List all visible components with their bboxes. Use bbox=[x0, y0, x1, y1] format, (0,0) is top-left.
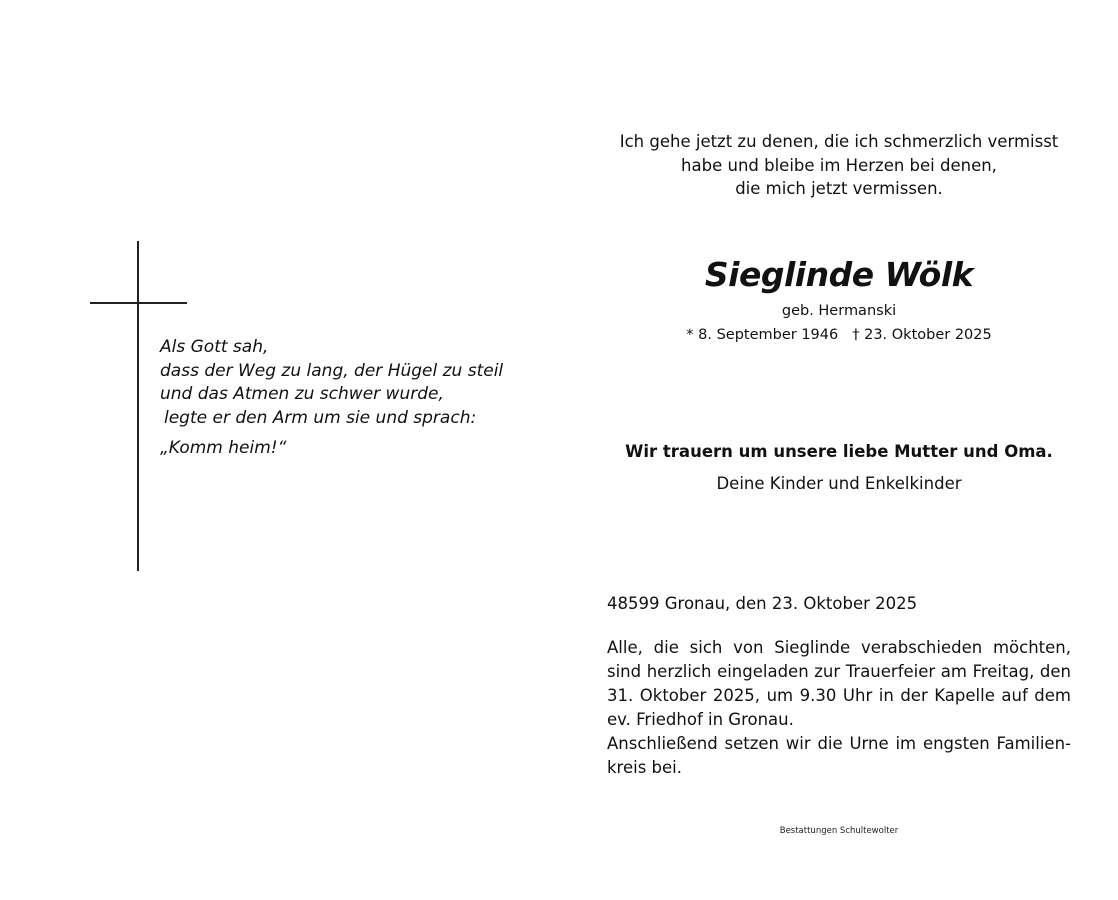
info-line: 31. Oktober 2025, um 9.30 Uhr in der Kapelle auf dem bbox=[607, 686, 1071, 705]
funeral-info bbox=[607, 636, 1071, 780]
info-line: ev. Friedhof in Gronau. bbox=[607, 710, 794, 729]
info-line: Anschließend setzen wir die Urne im engsten Familien- bbox=[607, 734, 1071, 753]
poem-line: dass der Weg zu lang, der Hügel zu steil bbox=[160, 360, 504, 381]
mourning-statement: Wir trauern um unsere liebe Mutter und Oma. bbox=[625, 442, 1053, 461]
death-date: † 23. Oktober 2025 bbox=[852, 327, 992, 343]
birth-date: * 8. September 1946 bbox=[686, 327, 839, 343]
poem-line: Als Gott sah, bbox=[160, 337, 269, 357]
motto bbox=[600, 130, 1078, 201]
info-line: sind herzlich eingeladen zur Trauerfeier am Freitag, den bbox=[607, 662, 1071, 681]
poem bbox=[160, 336, 520, 461]
motto-line: die mich jetzt vermissen. bbox=[735, 179, 943, 198]
life-dates bbox=[600, 327, 1078, 343]
place-and-date: 48599 Gronau, den 23. Oktober 2025 bbox=[607, 594, 918, 613]
deceased-name: Sieglinde Wölk bbox=[704, 255, 974, 294]
birth-name: geb. Hermanski bbox=[781, 303, 897, 319]
poem-line: legte er den Arm um sie und sprach: bbox=[164, 407, 477, 428]
cross-vertical-bar bbox=[137, 241, 139, 571]
mourners: Deine Kinder und Enkelkinder bbox=[716, 474, 962, 493]
poem-quote: „Komm heim!“ bbox=[160, 438, 287, 458]
info-line: Alle, die sich von Sieglinde verabschieden möchten, bbox=[607, 638, 1071, 657]
cross-horizontal-bar bbox=[90, 302, 187, 304]
motto-line: habe und bleibe im Herzen bei denen, bbox=[681, 155, 997, 175]
undertaker-credit: Bestattungen Schultewolter bbox=[779, 826, 899, 836]
poem-line: und das Atmen zu schwer wurde, bbox=[160, 384, 444, 404]
motto-line: Ich gehe jetzt zu denen, die ich schmerzlich vermisst bbox=[619, 132, 1059, 151]
info-line: kreis bei. bbox=[607, 758, 683, 777]
